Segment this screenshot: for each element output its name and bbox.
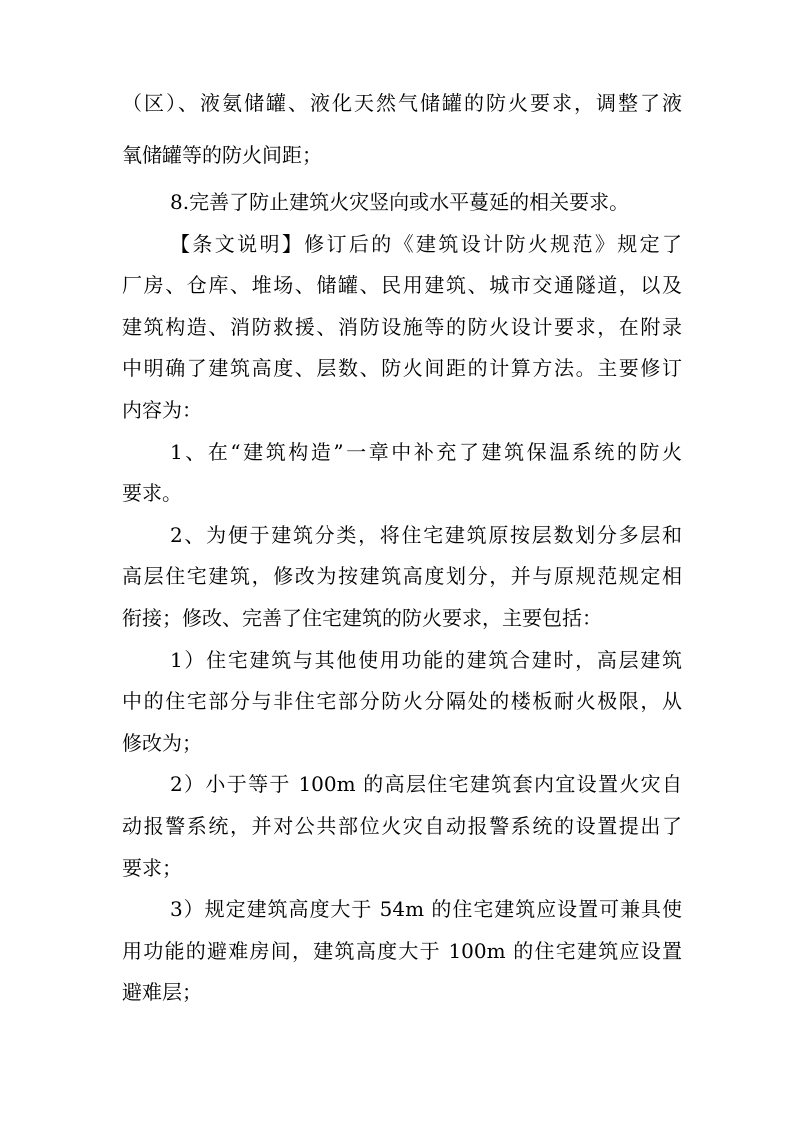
text-line-20: 3）规定建筑高度大于 54m 的住宅建筑应设置可兼具使 bbox=[170, 897, 682, 921]
text-line-6: 建筑构造、消防救援、消防设施等的防火设计要求，在附录 bbox=[122, 315, 682, 339]
text-line-2: 氧储罐等的防火间距； bbox=[122, 143, 322, 167]
text-line-15: 中的住宅部分与非住宅部分防火分隔处的楼板耐火极限，从 bbox=[122, 689, 682, 713]
text-line-7: 中明确了建筑高度、层数、防火间距的计算方法。主要修订 bbox=[122, 356, 682, 380]
text-line-1: （区）、液氨储罐、液化天然气储罐的防火要求，调整了液 bbox=[122, 91, 682, 115]
text-line-5: 厂房、仓库、堆场、储罐、民用建筑、城市交通隧道，以及 bbox=[122, 273, 682, 297]
text-line-21: 用功能的避难房间，建筑高度大于 100m 的住宅建筑应设置 bbox=[122, 939, 682, 963]
text-line-9: 1、在“建筑构造”一章中补充了建筑保温系统的防火 bbox=[170, 440, 682, 464]
text-line-11: 2、为便于建筑分类，将住宅建筑原按层数划分多层和 bbox=[170, 523, 682, 547]
text-line-8: 内容为： bbox=[122, 398, 202, 422]
text-line-13: 衔接；修改、完善了住宅建筑的防火要求，主要包括： bbox=[122, 606, 602, 630]
text-line-18: 动报警系统，并对公共部位火灾自动报警系统的设置提出了 bbox=[122, 814, 682, 838]
text-line-14: 1）住宅建筑与其他使用功能的建筑合建时，高层建筑 bbox=[170, 648, 682, 672]
text-line-17: 2）小于等于 100m 的高层住宅建筑套内宜设置火灾自 bbox=[170, 772, 682, 796]
text-line-22: 避难层； bbox=[122, 980, 202, 1004]
text-line-10: 要求。 bbox=[122, 481, 182, 505]
text-line-4: 【条文说明】修订后的《建筑设计防火规范》规定了 bbox=[170, 232, 682, 256]
text-line-19: 要求； bbox=[122, 856, 182, 880]
text-line-3: 8.完善了防止建筑火灾竖向或水平蔓延的相关要求。 bbox=[170, 190, 630, 214]
text-line-12: 高层住宅建筑，修改为按建筑高度划分，并与原规范规定相 bbox=[122, 564, 682, 588]
text-line-16: 修改为； bbox=[122, 731, 202, 755]
